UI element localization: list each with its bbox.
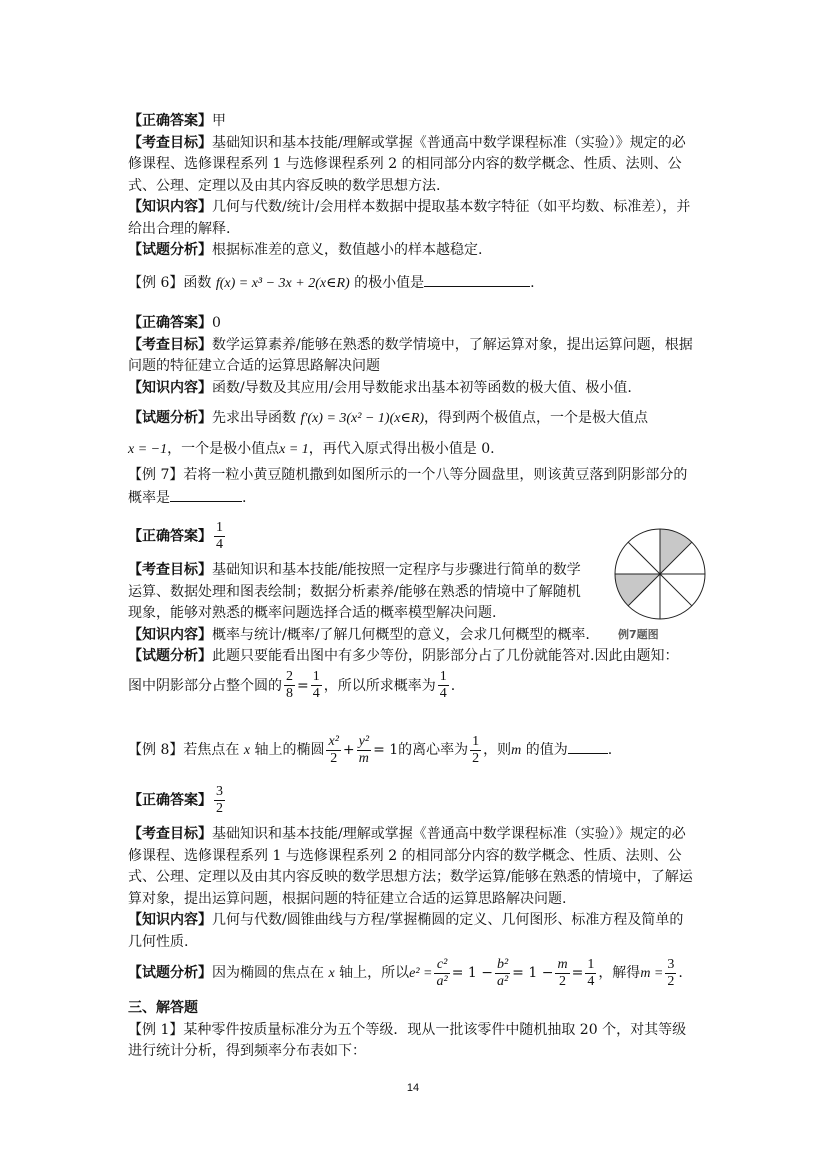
example-6 [128, 272, 708, 295]
example-8 [128, 732, 708, 768]
numerator: 3 [216, 784, 223, 799]
fraction [470, 734, 481, 767]
answer-tag: 【正确答案】 [128, 315, 212, 331]
fraction [434, 957, 449, 990]
numerator: x² [328, 733, 339, 749]
denominator: m [358, 750, 369, 766]
goal-text: 问题的特征建立合适的运算思路解决问题 [128, 358, 380, 374]
fraction [555, 957, 569, 990]
goal-text: 式、公理、定理以及由其内容反映的数学思想方法；数学运算/能够在熟悉的情境中，了解运 [128, 869, 693, 885]
equals-sign: = [297, 677, 309, 694]
variable: x [243, 743, 251, 758]
math-expression: = 1 − [512, 965, 554, 981]
denominator: a² [496, 973, 509, 989]
math-expression: x = −1 [128, 441, 168, 457]
knowledge-text: 几何与代数/圆锥曲线与方程/掌握椭圆的定义、几何图形、标准方程及简单的 [212, 912, 684, 928]
period: . [607, 742, 613, 758]
fraction [585, 957, 596, 990]
numerator: 1 [216, 520, 223, 535]
goal-text: 修课程、选修课程系列 1 与选修课程系列 2 的相同部分内容的数学概念、性质、法则、公 [128, 156, 682, 172]
goal-tag: 【考查目标】 [128, 336, 212, 353]
answer-block-5 [128, 111, 708, 262]
question-text: 【例 1】某种零件按质量标准分为五个等级．现从一批该零件中随机抽取 20 个，对其等级 [128, 1021, 687, 1038]
denominator: 4 [587, 973, 595, 989]
question-text: 的离心率为 [398, 742, 469, 758]
page-number: 14 [406, 1082, 420, 1094]
numerator: 3 [667, 956, 675, 972]
denominator: 2 [216, 801, 223, 816]
section-3 [128, 998, 708, 1063]
denominator: 2 [559, 973, 567, 989]
answer-block-6 [128, 313, 708, 460]
math-expression: = 1 − [451, 965, 493, 981]
numerator: b² [496, 956, 509, 972]
numerator: 1 [312, 669, 320, 684]
answer-value: 0 [212, 315, 221, 331]
goal-tag: 【考查目标】 [128, 562, 212, 578]
function-expression: f(x) = x³ − 3x + 2(x∈R) [215, 276, 350, 291]
fraction [495, 957, 510, 990]
shaded-sector [615, 574, 660, 606]
analysis-text: 先求出导函数 [212, 410, 296, 426]
fraction [438, 669, 449, 702]
numerator: m [557, 956, 568, 972]
period: . [678, 965, 683, 981]
analysis-text: ，得到两个极值点，一个是极大值点 [424, 410, 649, 426]
knowledge-text: 概率与统计/概率/了解几何概型的意义，会求几何概型的概率. [212, 626, 590, 643]
goal-tag: 【考查目标】 [128, 134, 212, 151]
goal-text: 数学运算素养/能够在熟悉的数学情境中，了解运算对象，提出运算问题，根据 [212, 336, 693, 353]
denominator: a² [436, 973, 448, 989]
analysis-text: 此题只要能看出图中有多少等份，阴影部分占了几份就能答对.因此由题知： [212, 648, 679, 664]
question-text: ，则 [483, 742, 512, 758]
knowledge-tag: 【知识内容】 [128, 912, 212, 928]
answer-fraction [214, 520, 225, 553]
denominator: 4 [439, 686, 447, 701]
numerator: 2 [286, 669, 293, 684]
denominator: 2 [330, 750, 338, 766]
question-text: 【例 7】若将一粒小黄豆随机撒到如图所示的一个八等分圆盘里，则该黄豆落到阴影部分的 [128, 467, 688, 483]
derivative-expression: f′(x) = 3(x² − 1)(x∈R) [300, 411, 425, 426]
analysis-text: 根据标准差的意义，数值越小的样本越稳定. [212, 242, 483, 258]
denominator: 4 [312, 686, 320, 701]
answer-fraction [214, 784, 225, 817]
knowledge-tag: 【知识内容】 [128, 626, 212, 643]
question-text: 进行统计分析，得到频率分布表如下： [128, 1043, 366, 1059]
fraction [311, 669, 322, 702]
goal-text: 算对象，提出运算问题，根据问题的特征建立合适的运算思路解决问题. [128, 890, 567, 907]
example-7 [128, 465, 708, 509]
numerator: c² [434, 957, 449, 974]
variable: x [328, 966, 335, 981]
analysis-tag: 【试题分析】 [128, 242, 212, 258]
goal-text: 式、公理、定理以及由其内容反映的数学思想方法. [128, 177, 441, 194]
denominator: 8 [286, 686, 293, 701]
variable: m [511, 743, 522, 758]
goal-text: 修课程、选修课程系列 1 与选修课程系列 2 的相同部分内容的数学概念、性质、法则、公 [128, 847, 682, 864]
answer-tag: 【正确答案】 [128, 792, 212, 809]
answer-value: 甲 [212, 113, 226, 129]
math-expression: x = 1 [279, 441, 309, 457]
figure-caption: 例7题图 [618, 628, 659, 641]
equals-sign: = [571, 965, 584, 981]
knowledge-tag: 【知识内容】 [128, 379, 212, 396]
denominator: 2 [667, 973, 675, 989]
answer-tag: 【正确答案】 [128, 113, 212, 129]
example-label: 【例 6】函数 [128, 275, 212, 291]
question-text: 的极小值是 [354, 275, 425, 291]
numerator: 1 [587, 956, 595, 972]
knowledge-text: 给出合理的解释. [128, 220, 231, 237]
numerator: y² [358, 733, 370, 749]
answer-block-8 [128, 784, 708, 993]
math-expression: m = [640, 966, 664, 981]
answer-blank [568, 739, 608, 754]
question-text: 轴上的椭圆 [254, 742, 325, 758]
question-text: 的值为 [525, 742, 568, 758]
plus-sign: + [342, 742, 355, 758]
period: . [242, 489, 247, 506]
answer-tag: 【正确答案】 [128, 528, 212, 545]
goal-text: 基础知识和基本技能/能按照一定程序与步骤进行简单的数学 [212, 562, 581, 578]
goal-text: 运算、数据处理和图表绘制；数据分析素养/能够在熟悉的情境中了解随机 [128, 583, 581, 600]
period: . [530, 275, 535, 291]
analysis-text: ，所以所求概率为 [323, 677, 436, 694]
analysis-text: ，解得 [598, 965, 641, 981]
analysis-text: 轴上，所以 [339, 965, 410, 981]
goal-tag: 【考查目标】 [128, 826, 212, 842]
question-text: 【例 8】若焦点在 [128, 742, 240, 758]
numerator: 1 [472, 733, 480, 749]
fraction [357, 734, 371, 767]
section-heading: 三、解答题 [128, 1000, 198, 1016]
analysis-text: ，再代入原式得出极小值是 0. [308, 440, 495, 457]
analysis-text: 因为椭圆的焦点在 [212, 965, 324, 981]
goal-text: 基础知识和基本技能/理解或掌握《普通高中数学课程标准（实验）》规定的必 [212, 134, 686, 151]
fraction [326, 734, 340, 767]
knowledge-text: 几何性质. [128, 933, 189, 950]
fraction [665, 957, 676, 990]
analysis-tag: 【试题分析】 [128, 410, 212, 426]
analysis-tag: 【试题分析】 [128, 648, 212, 664]
analysis-text: ，一个是极小值点 [167, 440, 280, 457]
goal-text: 基础知识和基本技能/理解或掌握《普通高中数学课程标准（实验）》规定的必 [212, 826, 686, 842]
math-expression: e² = [409, 966, 433, 981]
answer-blank [424, 272, 530, 287]
numerator: 1 [439, 669, 447, 684]
knowledge-tag: 【知识内容】 [128, 199, 212, 215]
circle-diagram [610, 524, 710, 624]
shaded-sector [660, 529, 692, 574]
goal-text: 现象，能够对熟悉的概率问题选择合适的概率模型解决问题. [128, 605, 497, 621]
analysis-tag: 【试题分析】 [128, 965, 212, 981]
denominator: 2 [472, 750, 480, 766]
equation-rhs: = 1 [373, 742, 399, 758]
analysis-text: 图中阴影部分占整个圆的 [128, 677, 282, 694]
knowledge-text: 几何与代数/统计/会用样本数据中提取基本数字特征（如平均数、标准差），并 [212, 199, 691, 215]
period: . [450, 677, 456, 694]
answer-blank [170, 487, 242, 502]
fraction [284, 669, 295, 702]
denominator: 4 [216, 537, 223, 552]
knowledge-text: 函数/导数及其应用/会用导数能求出基本初等函数的极大值、极小值. [212, 379, 632, 396]
question-text: 概率是 [128, 489, 170, 506]
